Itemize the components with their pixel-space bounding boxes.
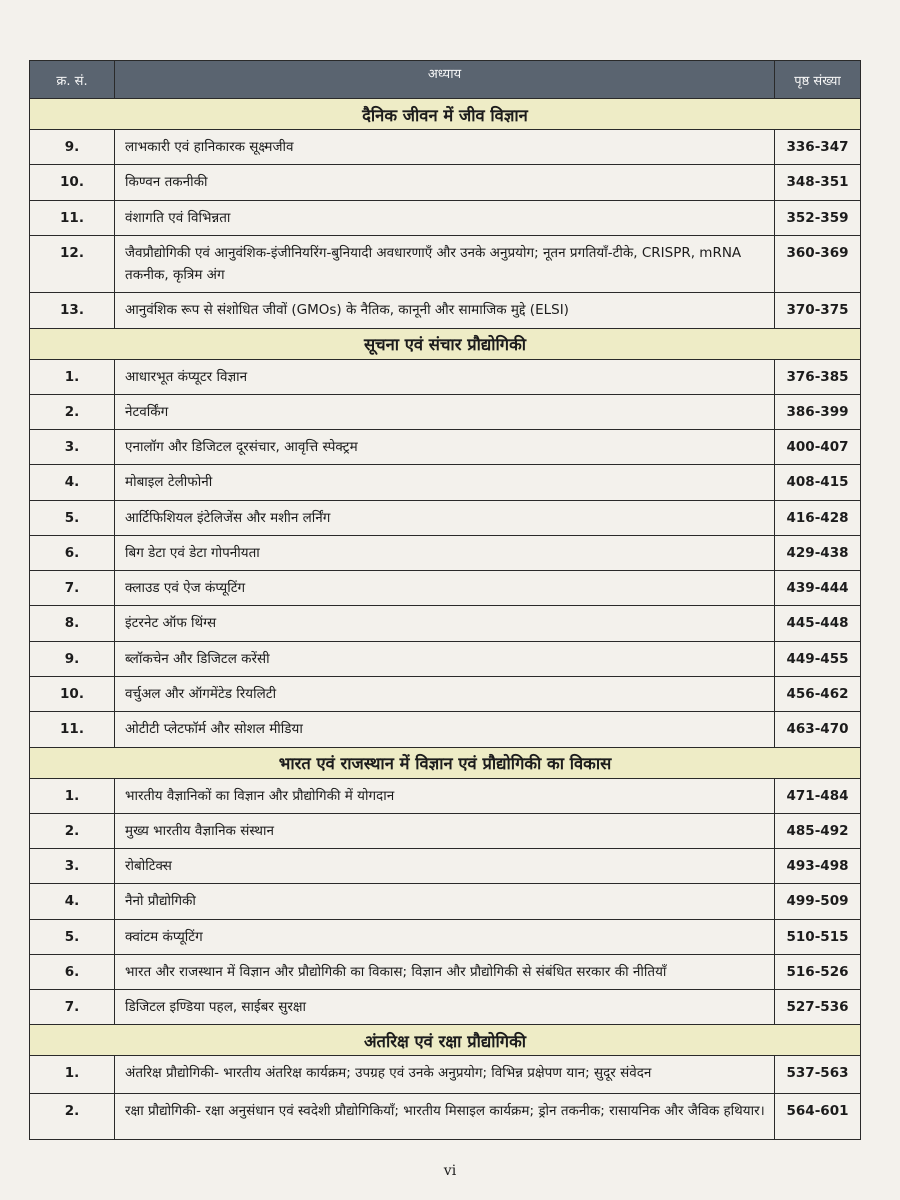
chapter-title: ओटीटी प्लेटफॉर्म और सोशल मीडिया <box>115 712 775 747</box>
section-title: दैनिक जीवन में जीव विज्ञान <box>30 99 861 130</box>
header-serial-number: क्र. सं. <box>30 61 115 99</box>
table-row <box>30 1056 861 1094</box>
page-range: 510-515 <box>775 919 861 954</box>
chapter-title: किण्वन तकनीकी <box>115 165 775 200</box>
page-range: 471-484 <box>775 778 861 813</box>
table-row <box>30 778 861 813</box>
serial-number: 10. <box>30 165 115 200</box>
chapter-title: क्लाउड एवं ऐज कंप्यूटिंग <box>115 571 775 606</box>
table-row <box>30 676 861 711</box>
page-range: 439-444 <box>775 571 861 606</box>
page-range: 485-492 <box>775 813 861 848</box>
page-range: 516-526 <box>775 954 861 989</box>
chapter-title: जैवप्रौद्योगिकी एवं आनुवंशिक-इंजीनियरिंग-बुनियादी अवधारणाएँ और उनके अनुप्रयोग; नूतन प्रगतियाँ-टीके, CRISPR, mRNA तकनीक, कृत्रिम अंग <box>115 235 775 293</box>
serial-number: 2. <box>30 813 115 848</box>
page-range: 370-375 <box>775 293 861 328</box>
page-range: 449-455 <box>775 641 861 676</box>
table-row <box>30 712 861 747</box>
table-row <box>30 500 861 535</box>
chapter-title: क्वांटम कंप्यूटिंग <box>115 919 775 954</box>
table-row <box>30 465 861 500</box>
page-range: 429-438 <box>775 535 861 570</box>
table-row <box>30 130 861 165</box>
chapter-title: भारत और राजस्थान में विज्ञान और प्रौद्योगिकी का विकास; विज्ञान और प्रौद्योगिकी से संबंधित सरकार की नीतियाँ <box>115 954 775 989</box>
chapter-title: ब्लॉकचेन और डिजिटल करेंसी <box>115 641 775 676</box>
chapter-title: मुख्य भारतीय वैज्ञानिक संस्थान <box>115 813 775 848</box>
table-row <box>30 606 861 641</box>
serial-number: 6. <box>30 535 115 570</box>
table-header-row <box>30 61 861 99</box>
chapter-title: इंटरनेट ऑफ थिंग्स <box>115 606 775 641</box>
header-chapter: अध्याय <box>115 61 775 99</box>
page-range: 336-347 <box>775 130 861 165</box>
chapter-title: भारतीय वैज्ञानिकों का विज्ञान और प्रौद्योगिकी में योगदान <box>115 778 775 813</box>
table-row <box>30 394 861 429</box>
serial-number: 7. <box>30 990 115 1025</box>
chapter-title: नेटवर्किंग <box>115 394 775 429</box>
section-header-row <box>30 328 861 359</box>
chapter-title: लाभकारी एवं हानिकारक सूक्ष्मजीव <box>115 130 775 165</box>
table-row <box>30 535 861 570</box>
page-range: 416-428 <box>775 500 861 535</box>
section-title: भारत एवं राजस्थान में विज्ञान एवं प्रौद्योगिकी का विकास <box>30 747 861 778</box>
serial-number: 1. <box>30 359 115 394</box>
chapter-title: एनालॉग और डिजिटल दूरसंचार, आवृत्ति स्पेक्ट्रम <box>115 430 775 465</box>
serial-number: 13. <box>30 293 115 328</box>
serial-number: 3. <box>30 430 115 465</box>
serial-number: 8. <box>30 606 115 641</box>
page-range: 537-563 <box>775 1056 861 1094</box>
page-range: 408-415 <box>775 465 861 500</box>
page-range: 376-385 <box>775 359 861 394</box>
section-title: सूचना एवं संचार प्रौद्योगिकी <box>30 328 861 359</box>
chapter-title: डिजिटल इण्डिया पहल, साईबर सुरक्षा <box>115 990 775 1025</box>
page-range: 564-601 <box>775 1094 861 1140</box>
chapter-title: वंशागति एवं विभिन्नता <box>115 200 775 235</box>
serial-number: 7. <box>30 571 115 606</box>
section-header-row <box>30 1025 861 1056</box>
serial-number: 2. <box>30 1094 115 1140</box>
serial-number: 10. <box>30 676 115 711</box>
table-row <box>30 919 861 954</box>
serial-number: 5. <box>30 919 115 954</box>
section-header-row <box>30 747 861 778</box>
serial-number: 3. <box>30 849 115 884</box>
chapter-title: आर्टिफिशियल इंटेलिजेंस और मशीन लर्निंग <box>115 500 775 535</box>
page-range: 527-536 <box>775 990 861 1025</box>
section-title: अंतरिक्ष एवं रक्षा प्रौद्योगिकी <box>30 1025 861 1056</box>
table-row <box>30 849 861 884</box>
page-range: 386-399 <box>775 394 861 429</box>
page-range: 499-509 <box>775 884 861 919</box>
chapter-title: वर्चुअल और ऑगमेंटेड रियलिटी <box>115 676 775 711</box>
table-row <box>30 571 861 606</box>
table-row <box>30 165 861 200</box>
chapter-title: रक्षा प्रौद्योगिकी- रक्षा अनुसंधान एवं स्वदेशी प्रौद्योगिकियाँ; भारतीय मिसाइल कार्यक्रम; ड्रोन तकनीक; रासायनिक और जैविक हथियार। <box>115 1094 775 1140</box>
page-range: 360-369 <box>775 235 861 293</box>
table-row <box>30 954 861 989</box>
chapter-title: बिग डेटा एवं डेटा गोपनीयता <box>115 535 775 570</box>
table-row <box>30 235 861 293</box>
chapter-title: आनुवंशिक रूप से संशोधित जीवों (GMOs) के नैतिक, कानूनी और सामाजिक मुद्दे (ELSI) <box>115 293 775 328</box>
chapter-title: नैनो प्रौद्योगिकी <box>115 884 775 919</box>
table-row <box>30 884 861 919</box>
table-row <box>30 430 861 465</box>
table-row <box>30 293 861 328</box>
page-range: 400-407 <box>775 430 861 465</box>
table-row <box>30 359 861 394</box>
serial-number: 4. <box>30 884 115 919</box>
table-row <box>30 1094 861 1140</box>
chapter-title: मोबाइल टेलीफोनी <box>115 465 775 500</box>
serial-number: 6. <box>30 954 115 989</box>
section-header-row <box>30 99 861 130</box>
serial-number: 9. <box>30 130 115 165</box>
page-range: 456-462 <box>775 676 861 711</box>
page-range: 463-470 <box>775 712 861 747</box>
serial-number: 11. <box>30 712 115 747</box>
serial-number: 5. <box>30 500 115 535</box>
page-range: 445-448 <box>775 606 861 641</box>
page-range: 352-359 <box>775 200 861 235</box>
table-row <box>30 200 861 235</box>
contents-table <box>29 60 861 1140</box>
serial-number: 1. <box>30 778 115 813</box>
table-row <box>30 990 861 1025</box>
table-row <box>30 813 861 848</box>
page-range: 348-351 <box>775 165 861 200</box>
serial-number: 4. <box>30 465 115 500</box>
header-page-number: पृष्ठ संख्या <box>775 61 861 99</box>
chapter-title: अंतरिक्ष प्रौद्योगिकी- भारतीय अंतरिक्ष कार्यक्रम; उपग्रह एवं उनके अनुप्रयोग; विभिन्न प्रक्षेपण यान; सुदूर संवेदन <box>115 1056 775 1094</box>
table-row <box>30 641 861 676</box>
serial-number: 11. <box>30 200 115 235</box>
serial-number: 2. <box>30 394 115 429</box>
chapter-title: आधारभूत कंप्यूटर विज्ञान <box>115 359 775 394</box>
page-range: 493-498 <box>775 849 861 884</box>
page-number: vi <box>443 1163 457 1179</box>
serial-number: 9. <box>30 641 115 676</box>
contents-body <box>30 99 861 1140</box>
serial-number: 12. <box>30 235 115 293</box>
serial-number: 1. <box>30 1056 115 1094</box>
chapter-title: रोबोटिक्स <box>115 849 775 884</box>
